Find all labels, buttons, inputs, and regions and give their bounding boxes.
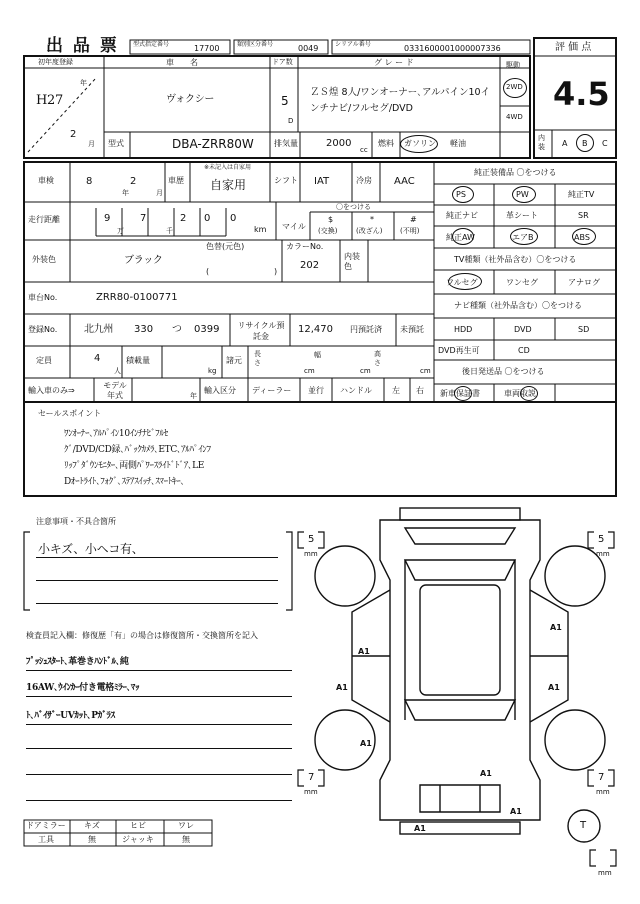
color-paren-close: )	[274, 267, 278, 276]
tools-value: 無	[88, 835, 96, 844]
spare-tire: T	[580, 820, 587, 831]
not-deposited: 未預託	[400, 325, 424, 334]
first-reg-year: H27	[36, 93, 63, 108]
color-code: 202	[300, 260, 320, 271]
usage-label: 車歴	[168, 176, 184, 185]
tv-fullseg: フルセグ	[446, 278, 478, 287]
interior-c: C	[602, 139, 608, 148]
equip-airbag-circle	[510, 228, 538, 245]
damage-mark: A1	[358, 647, 370, 656]
sheet-title: 出 品 票	[46, 36, 119, 56]
color-paren-open: (	[206, 267, 210, 276]
equip-ps: PS	[456, 190, 466, 199]
recycle-amount: 12,470	[298, 324, 333, 335]
break-label: ワレ	[178, 821, 194, 830]
tv-oneseg: ワンセグ	[506, 278, 538, 287]
model-year-unit: 年	[190, 392, 197, 400]
color-label: 外装色	[32, 255, 56, 264]
dvd-playback-value: CD	[518, 346, 530, 355]
height-unit: cm	[420, 367, 431, 375]
drive-label: 駆動	[506, 61, 520, 69]
capacity-label: 定員	[36, 356, 52, 365]
equip-ps-circle	[452, 186, 474, 203]
equip-aw-circle	[452, 228, 474, 245]
navi-hdd: HDD	[454, 325, 473, 334]
length-label: 長さ	[254, 350, 261, 367]
color-code-label: カラーNo.	[286, 242, 324, 251]
inspector-line-3: ﾄ､ﾊﾞｲｻﾞｰUVｶｯﾄ､Pｶﾞﾗｽ	[26, 711, 115, 721]
mileage-sen-unit: 千	[166, 227, 173, 235]
inspector-line-1: ﾌﾟｯｼｭｽﾀｰﾄ､革巻きﾊﾝﾄﾞﾙ､純	[26, 657, 129, 667]
inspection-year: 8	[86, 176, 93, 187]
navi-sd: SD	[578, 325, 590, 334]
capacity-unit: 人	[114, 367, 121, 375]
serial-label: シリアル番号	[335, 41, 371, 48]
equip-leather: 革シート	[506, 211, 538, 220]
tire-rear-left: 7	[308, 772, 315, 783]
tire-front-left-unit: mm	[304, 550, 318, 558]
shift-value: IAT	[314, 176, 330, 187]
inspector-rule-6	[26, 800, 292, 801]
interior-label: 内装	[538, 134, 545, 151]
mileage-digit-2: 7	[140, 213, 147, 224]
notes-rule-1	[36, 557, 278, 558]
jack-label: ジャッキ	[122, 835, 154, 844]
color-change-label: 色替(元色)	[206, 242, 245, 251]
load-unit: kg	[208, 367, 217, 375]
drive-4wd: 4WD	[506, 113, 523, 121]
tire-rear-right-unit: mm	[596, 788, 610, 796]
mileage-man-unit: 万	[117, 227, 124, 235]
std-equipment-header: 純正装備品 〇をつける	[474, 168, 557, 177]
dvd-playback-label: DVD再生可	[438, 346, 480, 355]
car-diagram	[315, 508, 605, 834]
damage-mark: A1	[360, 739, 372, 748]
import-dealer: ディーラー	[252, 386, 292, 395]
first-reg-label: 初年度登録	[38, 58, 73, 66]
usage-value: 自家用	[210, 178, 247, 192]
equip-airbag: エアB	[512, 233, 534, 242]
grade-label: グ レ ー ド	[374, 58, 414, 67]
car-name-label: 車 名	[166, 58, 198, 67]
sales-line-4: Dｵｰﾄﾗｲﾄ､ﾌｫｸﾞ､ｽﾃｱｽｲｯﾁ､ｽﾏｰﾄｷｰ､	[64, 477, 185, 487]
grade-score: 4.5	[553, 75, 610, 113]
inspection-month: 2	[130, 176, 137, 187]
damage-mark: A1	[480, 769, 492, 778]
height-label: 高さ	[374, 350, 381, 367]
tire-front-right-unit: mm	[596, 550, 610, 558]
type-label: 型式	[108, 139, 124, 148]
inspector-rule-4	[26, 748, 292, 749]
jack-value: 無	[182, 835, 190, 844]
equip-pw-circle	[512, 186, 536, 203]
equip-navi: 純正ナビ	[446, 211, 478, 220]
handle-right: 右	[416, 386, 424, 395]
tire-front-right: 5	[598, 534, 605, 545]
interior-color-label: 内装色	[344, 252, 360, 271]
equip-tv: 純正TV	[568, 190, 595, 199]
fuel-gas: ガソリン	[404, 139, 436, 148]
interior-b: B	[582, 139, 588, 148]
mileage-opt3-symbol: #	[410, 215, 417, 224]
inspector-rule-1	[26, 670, 292, 671]
car-type: DBA-ZRR80W	[172, 137, 254, 151]
equip-abs: ABS	[574, 233, 590, 242]
width-label: 幅	[314, 351, 321, 359]
interior-a: A	[562, 139, 568, 148]
color-value: ブラック	[124, 255, 163, 266]
drive-2wd: 2WD	[506, 83, 523, 91]
model-code: 17700	[194, 44, 220, 53]
mileage-opt1-symbol: $	[328, 215, 334, 224]
mileage-mile-label: マイル	[282, 222, 306, 231]
tire-rear-left-unit: mm	[304, 788, 318, 796]
load-label: 積載量	[126, 356, 150, 365]
spare-unit: mm	[598, 869, 612, 877]
damage-mark: A1	[336, 683, 348, 692]
mileage-digit-1: 9	[104, 213, 111, 224]
mileage-opt1: (交換)	[318, 227, 338, 235]
after-manual-circle	[520, 386, 538, 401]
sales-line-3: ﾘｯﾌﾟﾀﾞｳﾝﾓﾆﾀｰ､両側ﾊﾟﾜｰｽﾗｲﾄﾞﾄﾞｱ､LE	[64, 461, 205, 471]
chassis-label: 車台No.	[28, 293, 58, 302]
sales-line-2: ｸﾞ/DVD/CD録､ﾊﾞｯｸｶﾒﾗ､ETC､ｱﾙﾊﾟｲﾝﾌ	[64, 445, 211, 455]
fuel-label: 燃料	[378, 139, 394, 148]
inspection-label: 車検	[38, 176, 54, 185]
mileage-opt3: (不明)	[400, 227, 420, 235]
equip-aw: 純正AW	[446, 233, 475, 242]
recycle-status: 円預託済	[350, 325, 382, 334]
damage-mark: A1	[510, 807, 522, 816]
first-reg-year-unit: 年	[80, 79, 87, 87]
category-label: 類別区分番号	[237, 41, 274, 48]
first-reg-month-unit: 月	[88, 140, 95, 148]
notes-rule-2	[36, 580, 278, 581]
doors-suffix: D	[288, 117, 294, 125]
model-code-label: 型式指定番号	[133, 41, 170, 48]
tv-fullseg-circle	[448, 273, 482, 290]
displacement-label: 排気量	[274, 139, 298, 148]
mileage-opt2: (改ざん)	[356, 227, 383, 235]
inspector-rule-5	[26, 774, 292, 775]
displacement-unit: cc	[360, 146, 368, 154]
shift-label: シフト	[274, 176, 298, 185]
registration-kana: つ	[172, 324, 182, 335]
ac-label: 冷房	[356, 176, 372, 185]
recycle-label: リサイクル預託金	[237, 321, 285, 341]
after-warranty-circle	[454, 386, 472, 401]
notes-label: 注意事項・不具合箇所	[36, 517, 116, 526]
category-number: 0049	[298, 44, 319, 53]
grade-text: ＺＳ煌 8人/ワンオーナー､アルパイン10インチナビ/フルセグ/DVD	[310, 87, 491, 114]
inspector-label: 検査員記入欄：修復歴「有」の場合は修復箇所・交換箇所を記入	[26, 631, 258, 640]
inspection-year-unit: 年	[122, 189, 129, 197]
inspector-line-2: 16AW､ｳｲﾝｶｰ付き電格ﾐﾗｰ､ﾏｯ	[26, 683, 140, 693]
first-reg-month: 2	[70, 129, 77, 140]
sales-points-label: セールスポイント	[38, 409, 102, 418]
inspector-rule-3	[26, 724, 292, 725]
scratch-label: キズ	[84, 821, 100, 830]
mileage-km-unit: km	[254, 225, 267, 234]
displacement: 2000	[326, 138, 352, 149]
after-shipment-header: 後日発送品 〇をつける	[462, 367, 545, 376]
mirror-label: ドアミラー	[26, 821, 66, 830]
tv-header: TV種類（社外品含む）〇をつける	[454, 255, 577, 264]
car-name: ヴォクシー	[166, 94, 215, 105]
tire-rear-right: 7	[598, 772, 605, 783]
damage-mark: A1	[550, 623, 562, 632]
mileage-opt2-symbol: *	[370, 215, 374, 224]
mileage-label: 走行距離	[28, 215, 60, 224]
tv-analog: アナログ	[568, 278, 600, 287]
import-label: 輸入車のみ⇒	[28, 386, 75, 395]
registration-area: 北九州	[84, 324, 114, 335]
import-parallel: 並行	[308, 386, 324, 395]
serial-number: 0331600001000007336	[404, 44, 501, 53]
dims-label: 諸元	[226, 356, 242, 365]
ac-value: AAC	[394, 176, 415, 187]
mileage-circle-note: 〇をつける	[336, 203, 371, 211]
door-count: 5	[281, 94, 289, 108]
model-year-label: モデル年式	[103, 381, 127, 400]
mileage-digit-5: 0	[230, 213, 237, 224]
doors-label: ドア数	[272, 58, 293, 66]
equip-sr: SR	[578, 211, 589, 220]
width-unit: cm	[360, 367, 371, 375]
navi-dvd: DVD	[514, 325, 532, 334]
fuel-diesel: 軽油	[450, 139, 466, 148]
damage-mark: A1	[548, 683, 560, 692]
mileage-digit-3: 2	[180, 213, 187, 224]
registration-class: 330	[134, 324, 154, 335]
grade-score-label: 評 価 点	[555, 42, 592, 53]
mileage-digit-4: 0	[204, 213, 211, 224]
equip-pw: PW	[516, 190, 529, 199]
sales-line-1: ﾜﾝｵｰﾅｰ､ｱﾙﾊﾟｲﾝ10ｲﾝﾁﾅﾋﾞﾌﾙｾ	[64, 429, 168, 439]
handle-left: 左	[392, 386, 400, 395]
registration-number: 0399	[194, 324, 220, 335]
registration-label: 登録No.	[28, 325, 58, 334]
handle-label: ハンドル	[340, 386, 372, 395]
notes-line-1: 小キズ、小ヘコ有、	[38, 542, 144, 556]
capacity-value: 4	[94, 353, 101, 364]
navi-header: ナビ種類（社外品含む）〇をつける	[454, 301, 582, 310]
tools-label: 工具	[38, 835, 54, 844]
length-unit: cm	[304, 367, 315, 375]
import-type-label: 輸入区分	[204, 386, 236, 395]
usage-note: ※未記入は自家用	[204, 164, 252, 171]
after-manual: 車両取説	[504, 389, 536, 398]
chassis-number: ZRR80-0100771	[96, 292, 178, 303]
notes-rule-3	[36, 603, 278, 604]
damage-mark: A1	[414, 824, 426, 833]
inspection-month-unit: 月	[156, 189, 163, 197]
crack-label: ヒビ	[130, 821, 146, 830]
tire-front-left: 5	[308, 534, 315, 545]
after-warranty: 新車保証書	[440, 389, 480, 398]
equip-abs-circle	[572, 228, 596, 245]
inspector-rule-2	[26, 696, 292, 697]
